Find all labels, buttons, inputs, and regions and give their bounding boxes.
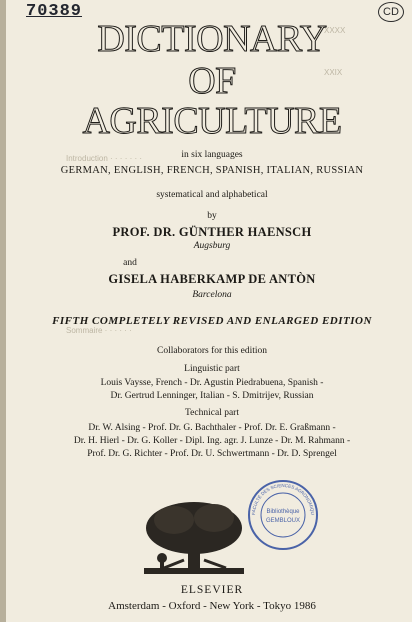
bleed-through-text: Sommaire · · · · · · (66, 326, 132, 335)
bleed-through-text: Introduction · · · · · · · (66, 154, 143, 163)
linguistic-heading: Linguistic part (184, 364, 240, 374)
title-line-3: AGRICULTURE (82, 100, 342, 142)
collaborators-heading: Collaborators for this edition (156, 346, 268, 356)
technical-line-3: Prof. Dr. G. Richter - Prof. Dr. U. Schwertmann - Dr. D. Sprengel (87, 449, 337, 459)
arrangement: systematical and alphabetical (156, 190, 268, 200)
bleed-through-text: XXXX (324, 26, 346, 35)
technical-line-2: Dr. H. Hierl - Dr. G. Koller - Dipl. Ing. agr. J. Lunze - Dr. M. Rahmann - (73, 436, 351, 446)
languages-intro: in six languages (181, 150, 243, 160)
svg-text:Bibliothèque: Bibliothèque (266, 509, 300, 515)
author-1-city: Augsburg (193, 241, 231, 251)
title-line-1: DICTIONARY (97, 18, 327, 60)
elsevier-tree-logo (134, 498, 254, 580)
publisher-name: ELSEVIER (180, 584, 244, 596)
title-line-2: OF (188, 60, 236, 102)
svg-text:GEMBLOUX: GEMBLOUX (265, 518, 301, 524)
publisher-imprint: Amsterdam - Oxford - New York - Tokyo 1986 (108, 600, 316, 612)
bleed-through-text: XXIX (324, 68, 343, 77)
edition-statement: FIFTH COMPLETELY REVISED AND ENLARGED EDITION (52, 315, 372, 327)
library-seal-stamp (246, 478, 320, 552)
inventory-stamp: 70389 (26, 2, 83, 21)
author-2-city: Barcelona (192, 290, 232, 300)
author-1-name: PROF. DR. GÜNTHER HAENSCH (112, 225, 312, 239)
author-2-name: GISELA HABERKAMP DE ANTÒN (108, 272, 316, 286)
linguistic-line-1: Louis Vaysse, French - Dr. Agustin Piedrabuena, Spanish - (100, 378, 324, 388)
linguistic-line-2: Dr. Gertrud Lenninger, Italian - S. Dmitrijev, Russian (110, 391, 314, 401)
and-label: and (123, 258, 137, 268)
technical-line-1: Dr. W. Alsing - Prof. Dr. G. Bachthaler - Prof. Dr. E. Graßmann - (88, 423, 336, 433)
by-label: by (207, 211, 217, 221)
technical-heading: Technical part (185, 408, 239, 418)
corner-mark: CD (378, 2, 404, 22)
languages-list: GERMAN, ENGLISH, FRENCH, SPANISH, ITALIAN, RUSSIAN (60, 165, 364, 176)
svg-text:FACULTÉ DES SCIENCES AGRONOMIQ: FACULTÉ DES SCIENCES AGRONOMIQU (250, 482, 316, 516)
